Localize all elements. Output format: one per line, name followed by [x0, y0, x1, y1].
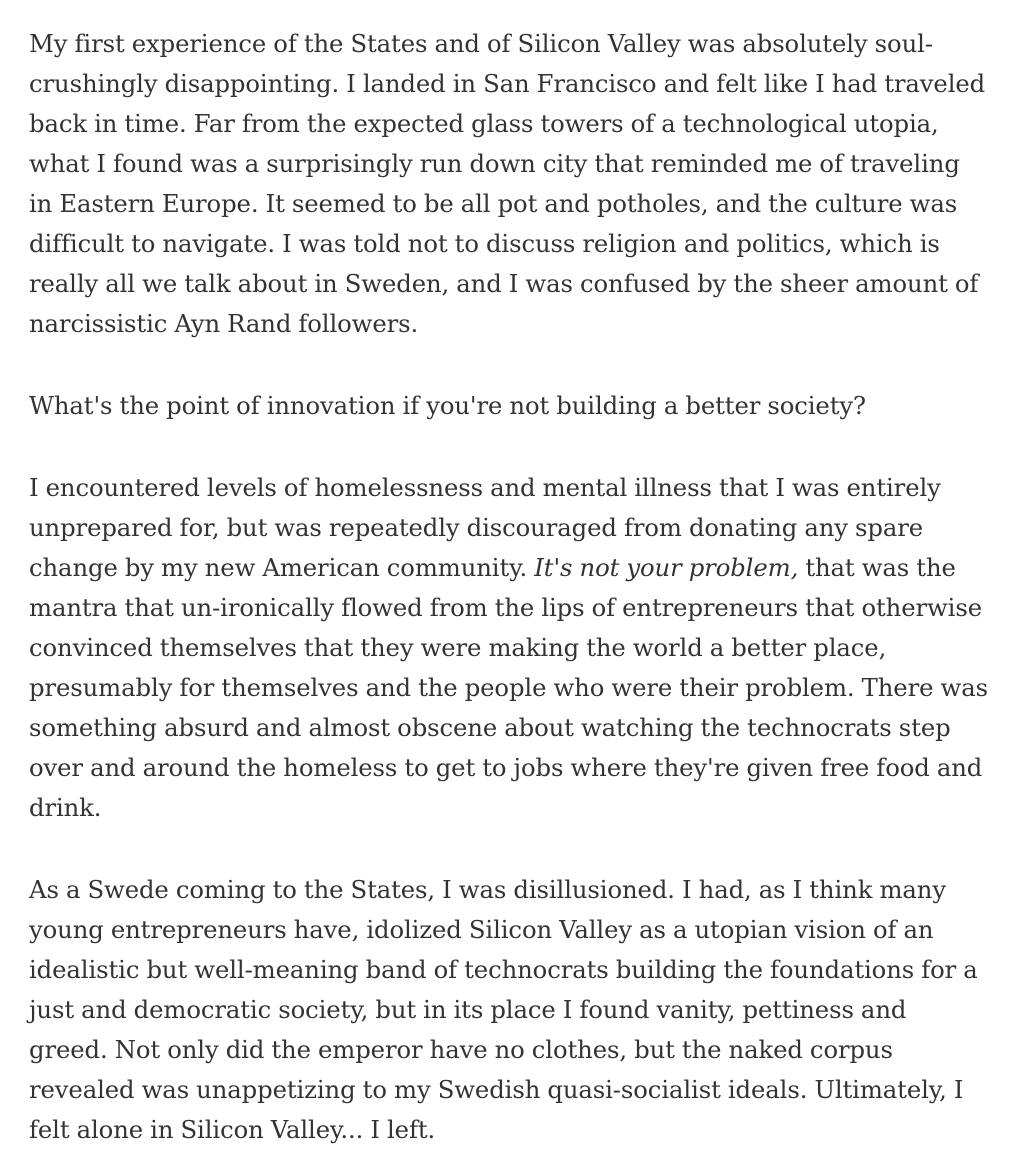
paragraph-disillusioned: As a Swede coming to the States, I was disillusioned. I had, as I think many young entrepreneurs have, idolized Silicon Valley as a utopian vision of an idealistic but well-meaning band of technocrats building the foundations for a just and democratic society, but in its place I found vanity, pettiness and greed. Not only did the emperor have no clothes, but the naked corpus revealed was unappetizing to my Swedish quasi-socialist ideals. Ultimately, I felt alone in Silicon Valley... I left.: [29, 875, 978, 1144]
paragraph-homelessness-after: that was the mantra that un-ironically flowed from the lips of entrepreneurs that otherwise convinced themselves that they were making the world a better place, presumably for themselves and the people who were their problem. There was something absurd and almost obscene about watching the technocrats step over and around the homeless to get to jobs where they're given free food and drink.: [29, 553, 988, 822]
paragraph-first-experience: My first experience of the States and of Silicon Valley was absolutely soul-crushingly disappointing. I landed in San Francisco and felt like I had traveled back in time. Far from the expected glass towers of a technological utopia, what I found was a surprisingly run down city that reminded me of traveling in Eastern Europe. It seemed to be all pot and potholes, and the culture was difficult to navigate. I was told not to discuss religion and politics, which is really all we talk about in Sweden, and I was confused by the sheer amount of narcissistic Ayn Rand followers.: [29, 29, 986, 338]
paragraph-homelessness-before: I encountered levels of homelessness and mental illness that I was entirely unprepared for, but was repeatedly discouraged from donating any spare change by my new American community.: [29, 473, 941, 582]
emphasis-not-your-problem: It's not your problem,: [534, 553, 799, 582]
paragraph-homelessness: [29, 468, 989, 828]
paragraph-innovation-question: What's the point of innovation if you're not building a better society?: [29, 391, 866, 420]
article-body: [29, 24, 989, 1150]
